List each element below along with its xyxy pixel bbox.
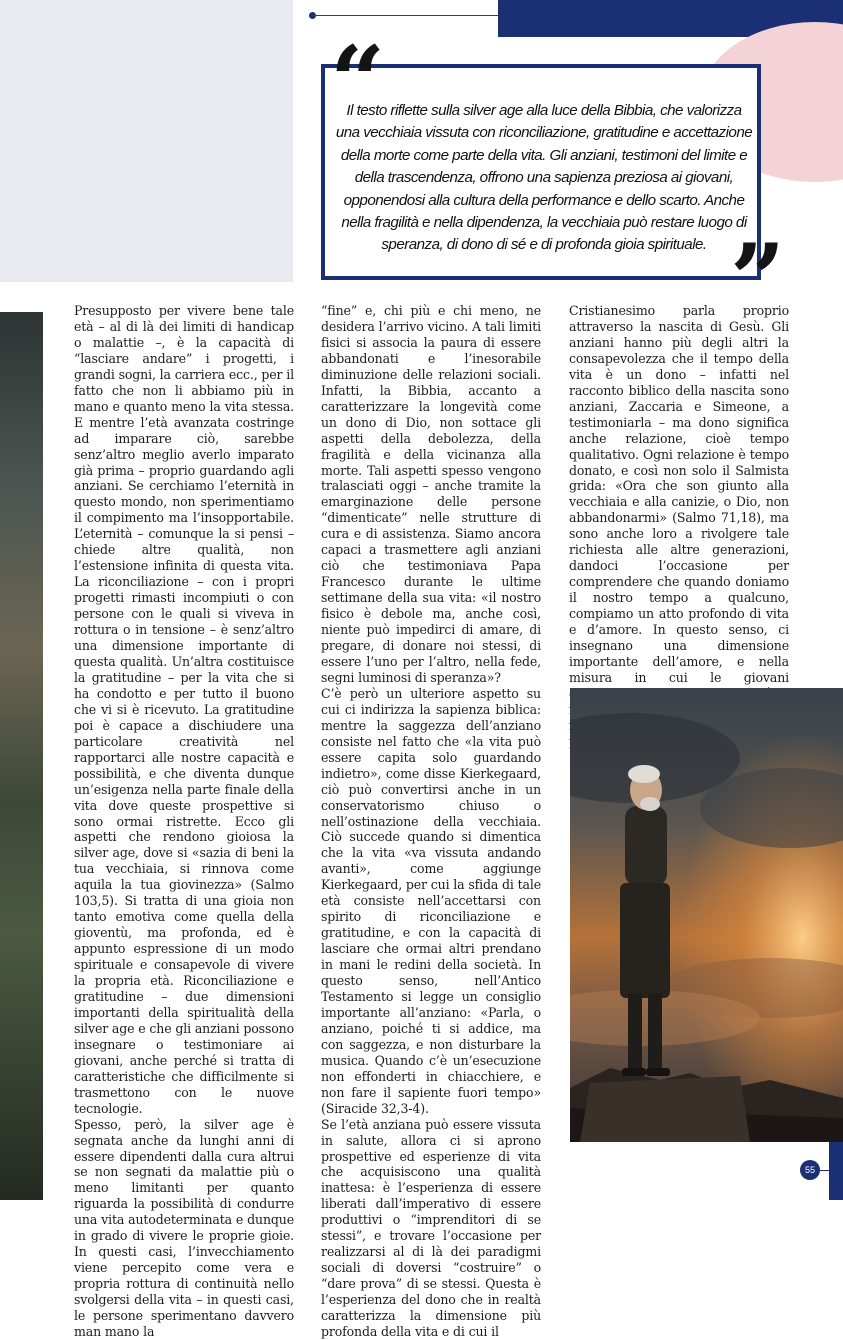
left-photo-strip [0,312,43,1200]
pull-quote-text: Il testo riflette sulla silver age alla luce della Bibbia, che valorizza una vecchiaia vissuta con riconciliazione, gratitudine e accettazione della morte come parte della vita. Gli anziani, testimoni del limite e della trascendenza, offrono una sapienza preziosa ai giovani, opponendosi alla cultura della performance e dello scarto. Anche nella fragilità e nella dipendenza, la vecchiaia può restare luogo di speranza, di dono di sé e di profonda gioia spirituale. [335,102,753,254]
paragraph: C’è però un ulteriore aspetto su cui ci indirizza la sapienza biblica: mentre la saggezza dell’anziano consiste nel fatto che «la vita può essere capita solo guardando indietro», come disse Kierkegaard, ciò può convertirsi anche in un conservatorismo chiuso o nell’ostinazione della vecchiaia. Ciò succede quando si dimentica che la vita «va vissuta andando avanti», come aggiunge Kierkegaard, per cui la sfida di tale età consiste nell’accettarsi con spirito di riconciliazione e gratitudine, e con la capacità di lasciare che ormai altri prendano in mani le redini della società. In questo senso, nell’Antico Testamento si legge un consiglio importante all’anziano: «Parla, o anziano, poiché ti si addice, ma con saggezza, e non disturbare la musica. Quando c’è un’esecuzione non effonderti in chiacchiere, e non fare il sapiente fuori tempo» (Siracide 32,3-4). [321,685,541,1116]
paragraph: Spesso, però, la silver age è segnata anche da lunghi anni di essere dipendenti dalla cura altrui se non segnati da malattie più o meno limitanti per quanto riguarda la possibilità di condurre una vita autodeterminata e dunque in grado di vivere le proprie gioie. In questi casi, l’invecchiamento viene percepito come vera e propria rottura di continuità nello svolgersi della vita – in questi casi, le persone sperimentano davvero man mano la [74,1116,294,1339]
article-column-3 [569,303,789,750]
side-accent-bar [829,1142,843,1200]
close-quote-icon: ” [730,223,786,336]
header-rule [312,15,498,16]
top-left-panel [0,0,293,282]
paragraph: Cristianesimo parla proprio attraverso la nascita di Gesù. Gli anziani hanno più degli altri la consapevolezza che il tempo della vita è un dono – infatti nel racconto biblico della nascita sono anziani, Zaccaria e Simeone, a testimoniarla – ma dono significa anche relazione, cioè tempo qualitativo. Ogni relazione è tempo donato, e così non solo il Salmista grida: «Ora che son giunto alla vecchiaia e alla canizie, o Dio, non abbandonarmi» (Salmo 71,18), ma sono anche loro a rivolgere tale richiesta alle altre generazioni, dandoci l’occasione per comprendere che quando doniamo il nostro tempo a qualcuno, compiamo un atto profondo di vita e d’amore. In questo senso, ci insegnano una dimensione importante dell’amore, e nella misura in cui le giovani [569,303,789,685]
open-quote-icon: “ [330,25,386,138]
paragraph: “fine” e, chi più e chi meno, ne desidera l’arrivo vicino. A tali limiti fisici si associa la paura di essere abbandonati e l’inesorabile diminuzione delle relazioni sociali. Infatti, la Bibbia, accanto a caratterizzare la longevità come un dono di Dio, non sottace gli aspetti della debolezza, della fragilità e della vicinanza alla morte. Tali aspetti spesso vengono tralasciati oggi – anche tramite la emarginazione delle persone “dimenticate” nelle strutture di cura e di assistenza. Siamo ancora capaci a trasmettere agli anziani ciò che testimoniava Papa Francesco durante le ultime settimane della sua vita: «il nostro fisico è debole ma, anche così, niente può impedirci di amare, di pregare, di donare noi stessi, di essere l’uno per l’altro, nella fede, segni luminosi di speranza»? [321,303,541,685]
page-number-rule [820,1170,829,1171]
article-column-2 [321,303,541,1340]
article-column-1 [74,303,294,1340]
page-number: 55 [800,1160,820,1180]
elderly-man-photo [570,688,843,1142]
paragraph: Presupposto per vivere bene tale età – al di là dei limiti di handicap o malattie –, è la capacità di “lasciare andare” i progetti, i grandi sogni, la carriera ecc., per il fatto che non li abbiamo più in mano e quanto meno la vita stessa. E mentre l’età avanzata costringe ad imparare ciò, sarebbe senz’altro meglio averlo imparato già prima – proprio guardando agli anziani. Se cerchiamo l’eternità in questo mondo, non sperimentiamo il compimento ma l’insopportabile. L’eternità – comunque la si pensi – chiede altre qualità, non l’estensione infinita di questa vita. La riconciliazione – con i propri progetti rimasti incompiuti o con persone con le quali si viveva in rottura o in tensione – è senz’altro una dimensione importante di questa qualità. Un’altra costituisce la gratitudine – per la vita che si ha condotto e per tutto il buono che vi si è ricevuto. La gratitudine poi è capace a dischiudere una particolare creatività nel rapportarci alle nostre capacità e possibilità, e che diventa dunque un’esigenza nella parte finale della vita dove queste prospettive si sono ormai ristrette. Ecco gli aspetti che rendono gioiosa la silver age, dove si «sazia di beni la tua vecchiaia, si rinnova come aquila la tua giovinezza» (Salmo 103,5). Si tratta di una gioia non tanto emotiva come quella della gioventù, ma profonda, ed è appunto espressione di un modo spirituale e consapevole di vivere la propria età. Riconciliazione e gratitudine – due dimensioni importanti della spiritualità della silver age e che gli anziani possono insegnare o testimoniare ai giovani, anche perché si tratta di caratteristiche che difficilmente si trasmettono con le nuove tecnologie. [74,303,294,1116]
paragraph: Se l’età anziana può essere vissuta in salute, allora ci si aprono prospettive ed esperienze di vita che acquisiscono una qualità inattesa: è l’esperienza di essere liberati dall’imperativo di essere produttivi o “imprenditori di se stessi”, e trovare l’occasione per realizzarsi al di là dei paradigmi sociali di doversi “costruire” o “dare prova” di se stessi. Questa è l’esperienza del dono che in realtà caratterizza la dimensione più profonda della vita e di cui il [321,1116,541,1339]
